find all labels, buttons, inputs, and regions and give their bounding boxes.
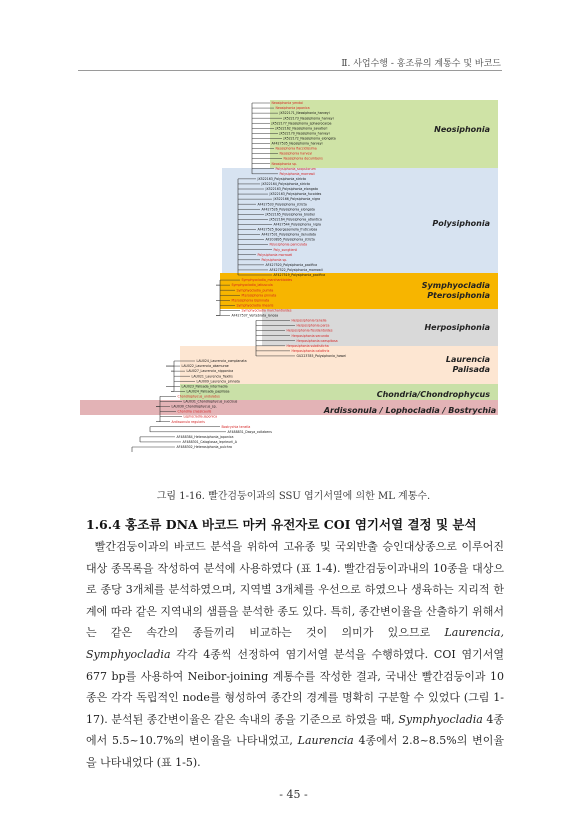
taxon-label: JX522163_Polysiphonia_fucoides <box>269 192 322 197</box>
taxon-label: JX522171_Neosiphonia_harveyi <box>279 111 330 116</box>
taxon-label: Ardissonula regularis <box>171 419 205 424</box>
taxon-label: AF427544_Polysiphonia_nigra <box>273 222 321 227</box>
body-paragraph <box>86 536 504 774</box>
taxon-label: GU223785_Polysiphonia_howei <box>296 354 347 359</box>
taxon-label: AF427525_Boergeseniella_fruticulosa <box>257 227 318 232</box>
taxon-label: Neosiphonia flaccidissima <box>275 146 317 151</box>
taxon-label: Polysiphonia_morrowii <box>279 171 315 176</box>
clade-label: Chondria/Chondrophycus <box>376 390 490 399</box>
taxon-label: LAU021_Laurencia_flexilis <box>191 374 233 379</box>
section-number: 1.6.4 <box>86 517 121 532</box>
clade-label: Neosiphonia <box>434 125 490 134</box>
taxon-label: Chondria crassicaulis <box>177 409 212 414</box>
clade-label: Polysiphonia <box>432 219 490 228</box>
taxon-label: Herposiphonia secunda <box>291 333 329 338</box>
taxon-label: AF488302_Heterosiphonia_pulchra <box>176 445 232 450</box>
genus-laurencia: Laurencia <box>297 734 354 748</box>
clade-label: Palisada <box>452 365 490 374</box>
page-number: - 45 - <box>279 788 308 801</box>
taxon-label: Herposiphonia tenella <box>291 318 327 323</box>
taxon-label: LAU030_Chondrophycus_sp. <box>171 404 217 409</box>
genus-laurencia: Laurencia, <box>444 626 504 640</box>
taxon-label: Herposiphonia fissidentoides <box>286 328 333 333</box>
taxon-label: Symphyocladia_latiuscula <box>231 283 273 288</box>
taxon-label: Polysiphonia paniculata <box>269 242 308 247</box>
taxon-label: AF427519_Polysiphonia_pacifica <box>273 273 326 278</box>
paragraph-text: 4종에서 2.8~8.5%의 변이율을 나타내었다 (표 1-5). <box>86 734 505 769</box>
taxon-label: JX522173_Neosiphonia_harveyi <box>283 116 334 121</box>
tree-svg <box>80 95 502 460</box>
clade-label: Herposiphonia <box>424 323 490 332</box>
taxon-label: Herposiphonia caespitosa <box>296 338 338 343</box>
clade-label: Laurencia <box>445 355 490 364</box>
taxon-label: Poly_sungtienii <box>273 247 298 252</box>
taxon-label: Polysiphonia morrowii <box>257 252 293 257</box>
taxon-label: Neosiphonia harveyi <box>279 151 313 156</box>
taxon-label: JX522163_Polysiphonia_stricta <box>257 176 306 181</box>
taxon-label: JX522177_Neosiphonia_sphaerocarpa <box>271 121 332 126</box>
taxon-label: AF427531_Polysiphonia_denudata <box>261 232 317 237</box>
taxon-label: Symphyocladia_pumila <box>236 288 274 293</box>
taxon-label: Pterosiphonia bipinnata <box>231 298 270 303</box>
taxon-label: JX522164_Polysiphonia_atlantica <box>269 217 322 222</box>
taxon-label: LAU023_Palisada_intermedia <box>181 384 228 389</box>
taxon-label: LAU024_Palisada_papillosa <box>186 389 230 394</box>
clade-label: Pterosiphonia <box>427 291 490 300</box>
taxon-label: AF427526_Polysiphonia_elongata <box>261 207 315 212</box>
paragraph-text: 각각 4종씩 선정하여 염기서열 분석을 수행하였다. COI 염기서열 677 bp를 사용하여 Neibor-joining 계통수를 작성한 결과, 국내산 빨간검둥이과 10종은 각각 독립적인 node를 형성하여 종간의 경계를 명확히 구분할 수 있었다 (그림 1-17). 분석된 종간변이율은 같은 속내의 종을 기준으로 하였을 때, <box>86 647 504 726</box>
figure-caption: 그림 1-16. 빨간검둥이과의 SSU 엽기서열에 의한 ML 계통수. <box>156 491 431 502</box>
section-title: 홍조류 DNA 바코드 마커 유전자로 COI 염기서열 결정 및 분석 <box>125 517 477 532</box>
taxon-label: Neosiphonia decumbens <box>283 156 323 161</box>
paragraph-text: 빨간검둥이과의 바코드 분석을 위하여 고유종 및 국외반출 승인대상종으로 이루어진 대상 종목록을 작성하여 분석에 사용하였다 (표 1-4). 빨간검둥이과내의 10종을 대상으로 종당 3개체를 분석하였으며, 지역별 3개체를 우선으로 하였으나 생육하는 지리적 한계에 따라 같은 지역내의 샘플을 분석한 종도 있다. 특히, 종간변이율을 산출하기 위해서는 같은 속간의 종들끼리 비교하는 것이 의미가 있으므로 <box>86 540 504 640</box>
taxon-label: JX522163_Polysiphonia_elongata <box>265 187 318 192</box>
taxon-label: AF427522_Polysiphonia_morrowii <box>269 268 323 273</box>
taxon-label: Symphyocladia linearis <box>236 303 274 308</box>
taxon-label: Polysiphonia sp. <box>261 257 288 262</box>
taxon-label: AF488301_Caloglossa_leprieurii_A <box>182 440 237 445</box>
taxon-label: LAU022_Laurencia_okamurae <box>181 364 229 369</box>
taxon-label: Herposiphonia parca <box>296 323 330 328</box>
taxon-label: Pterosiphonia pinnata <box>241 293 277 298</box>
clade-label: Ardissonula / Lophocladia / Bostrychia <box>323 406 497 415</box>
taxon-label: JX522165_Polysiphonia_brodiei <box>265 212 315 217</box>
running-header: Ⅱ. 사업수행 - 홍조류의 계통수 및 바코드 <box>341 59 501 69</box>
taxon-label: Polysiphonia_scopulorum <box>275 166 316 171</box>
genus-symphyocladia: Symphyocladia <box>86 647 171 661</box>
taxon-label: LAU031_Chondrophycus_succisus <box>183 399 238 404</box>
taxon-label: JX522172_Neosiphonia_elongata <box>283 136 336 141</box>
phylogenetic-tree-figure <box>80 95 502 460</box>
taxon-label: LAU024_Laurencia_complanata <box>196 359 247 364</box>
taxon-label: AF488384_Heterosiphonia_japonica <box>176 434 234 439</box>
taxon-label: JX522170_Neosiphonia_harveyi <box>279 131 330 136</box>
taxon-label: Symphyocladia_marchantioides <box>241 278 293 283</box>
taxon-label: Chondrophycus_undulatus <box>177 394 220 399</box>
taxon-label: Neosiphonia japonica <box>275 106 310 111</box>
taxon-label: LAU027_Laurencia_nipponica <box>186 369 234 374</box>
taxon-label: AF488831_Dasya_collabens <box>227 429 272 434</box>
taxon-label: AF427535_Neosiphonia_harveyi <box>271 141 323 146</box>
taxon-label: Symphyocladia marchantioides <box>241 308 292 313</box>
header-rule <box>78 70 502 71</box>
taxon-label: Herposiphonia calothrix <box>291 348 330 353</box>
taxon-label: AF203895_Polysiphonia_stricta <box>265 237 315 242</box>
taxon-label: Lophocladia japonica <box>183 414 218 419</box>
taxon-label: Herposiphonia subdisticha <box>286 343 329 348</box>
section-heading <box>86 515 477 533</box>
taxon-label: LAU009_Laurencia_pinnata <box>196 379 240 384</box>
taxon-label: Neosiphonia yendoi <box>271 101 303 106</box>
taxon-label: JX522162_Neosiphonia_savatieri <box>275 126 328 131</box>
taxon-label: AF427533_Polysiphonia_stricta <box>257 202 307 207</box>
paragraph-text: 4종에서 5.5~10.7%의 변이율을 나타내었고, <box>86 712 504 748</box>
taxon-label: JX522164_Polysiphonia_stricta <box>261 182 310 187</box>
genus-symphyocladia: Symphyocladia <box>398 712 483 726</box>
taxon-label: AF427520_Polysiphonia_pacifica <box>265 262 318 267</box>
taxon-label: Neosiphonia sp. <box>271 161 297 166</box>
taxon-label: Bostrychia tenella <box>221 424 251 429</box>
taxon-label: AF427537_Vertebrata_lanosa <box>231 313 279 318</box>
clade-label: Symphyocladia <box>421 281 490 290</box>
taxon-label: JX522166_Polysiphonia_nigra <box>273 197 321 202</box>
